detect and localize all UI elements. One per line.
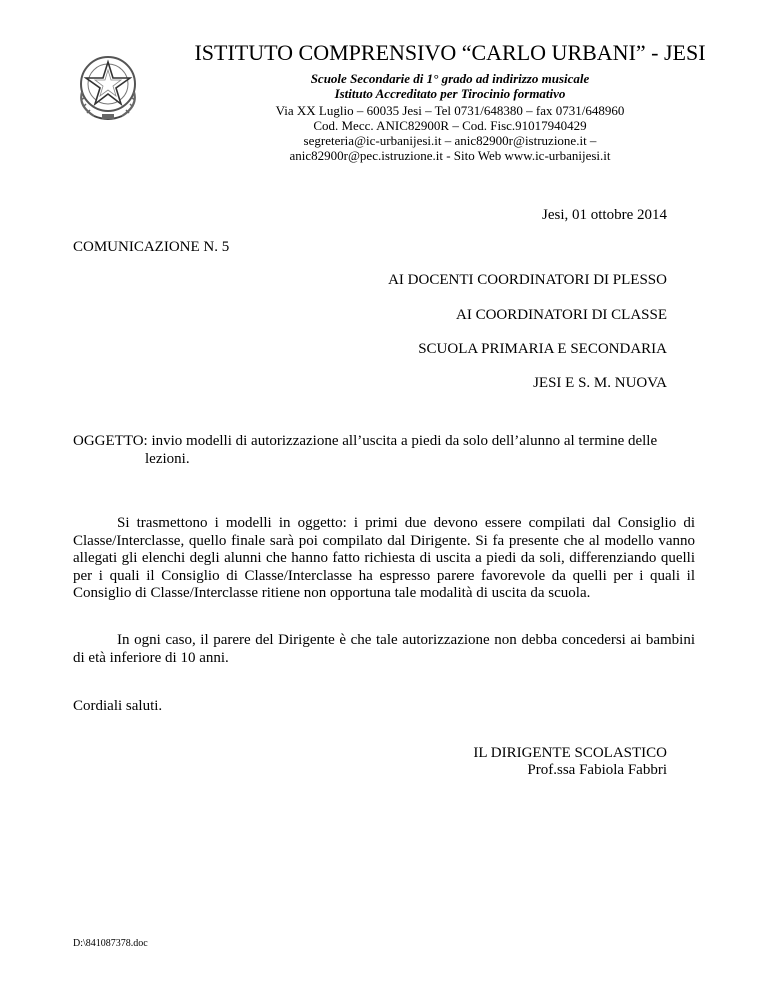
header-address: Via XX Luglio – 60035 Jesi – Tel 0731/648380 – fax 0731/648960 bbox=[275, 103, 625, 118]
subject-line bbox=[73, 432, 657, 450]
file-path-footer: D:\841087378.doc bbox=[73, 938, 148, 949]
school-name: ISTITUTO COMPRENSIVO “CARLO URBANI” - JESI bbox=[194, 40, 706, 65]
communication-number: COMUNICAZIONE N. 5 bbox=[73, 239, 230, 255]
header-accreditation: Istituto Accreditato per Tirocinio formativo bbox=[334, 86, 566, 101]
subject-label: OGGETTO: bbox=[73, 433, 148, 449]
header-pec-website: anic82900r@pec.istruzione.it - Sito Web www.ic-urbanijesi.it bbox=[289, 148, 611, 163]
recipient-line: AI DOCENTI COORDINATORI DI PLESSO bbox=[388, 272, 667, 288]
header-codes: Cod. Mecc. ANIC82900R – Cod. Fisc.91017940429 bbox=[313, 118, 587, 133]
signature-name: Prof.ssa Fabiola Fabbri bbox=[527, 762, 667, 778]
closing-greeting: Cordiali saluti. bbox=[73, 698, 163, 714]
subject-text: invio modelli di autorizzazione all’uscita a piedi da solo dell’alunno al termine delle bbox=[151, 433, 658, 449]
republic-emblem-icon bbox=[72, 48, 144, 126]
header-subtitle: Scuole Secondarie di 1° grado ad indirizzo musicale bbox=[310, 71, 590, 86]
document-date: Jesi, 01 ottobre 2014 bbox=[542, 207, 667, 223]
header-emails: segreteria@ic-urbanijesi.it – anic82900r@istruzione.it – bbox=[303, 133, 597, 148]
recipient-line: JESI E S. M. NUOVA bbox=[533, 375, 667, 391]
body-paragraph: In ogni caso, il parere del Dirigente è che tale autorizzazione non debba concedersi ai bambini di età inferiore di 10 anni. bbox=[73, 632, 695, 666]
recipient-line: SCUOLA PRIMARIA E SECONDARIA bbox=[418, 341, 667, 357]
subject-text-continued: lezioni. bbox=[145, 451, 190, 467]
signature-title: IL DIRIGENTE SCOLASTICO bbox=[473, 745, 667, 761]
recipient-line: AI COORDINATORI DI CLASSE bbox=[456, 307, 667, 323]
body-paragraph: Si trasmettono i modelli in oggetto: i primi due devono essere compilati dal Consiglio di Classe/Interclasse, quello finale sarà poi compilato dal Dirigente. Si fa presente che al modello vanno allegati gli elenchi degli alunni che hanno fatto richiesta di uscita a piedi da soli, differenziando quelli per i quali il Consiglio di Classe/Interclasse ha espresso parere favorevole da quelli per i quali il Consiglio di Classe/Interclasse ritiene non opportuna tale modalità di uscita da scuola. bbox=[73, 515, 695, 601]
